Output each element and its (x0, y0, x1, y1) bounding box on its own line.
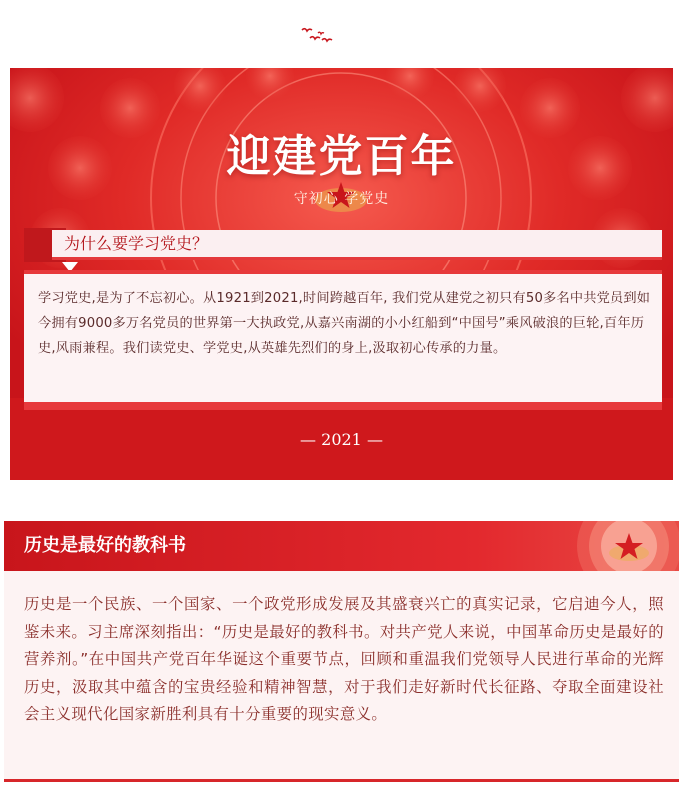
bottom-divider (4, 779, 679, 782)
question-heading: 为什么要学习党史？ (52, 230, 662, 260)
intro-text-card (24, 270, 662, 410)
flying-birds-icon (296, 24, 340, 46)
section-body (4, 571, 679, 779)
section-header (4, 521, 679, 571)
card-top-border (24, 270, 662, 274)
banner-title: 迎建党百年 (226, 131, 457, 182)
star-icon (569, 521, 679, 571)
section-title: 历史是最好的教科书 (24, 535, 186, 556)
header-banner (10, 68, 673, 480)
year-label: — 2021 — (300, 430, 383, 449)
banner-subtitle: 守初心 学党史 (293, 191, 390, 207)
section-paragraph: 历史是一个民族、一个国家、一个政党形成发展及其盛衰兴亡的真实记录，它启迪今人，照鉴未来。习主席深刻指出：“历史是最好的教科书。对共产党人来说，中国革命历史是最好的营养剂。”在中国共产党百年华诞这个重要节点，回顾和重温我们党领导人民进行革命的光辉历史，汲取其中蕴含的宝贵经验和精神智慧，对于我们走好新时代长征路、夺取全面建设社会主义现代化国家新胜利具有十分重要的现实意义。 (24, 595, 664, 724)
intro-paragraph: 学习党史,是为了不忘初心。从1921到2021,时间跨越百年, 我们党从建党之初只有50多名中共党员到如今拥有9000多万名党员的世界第一大执政党,从嘉兴南湖的小小红船到“中国号”乘风破浪的巨轮,百年历史,风雨兼程。我们读党史、学党史,从英雄先烈们的身上,汲取初心传承的力量。 (38, 291, 651, 356)
